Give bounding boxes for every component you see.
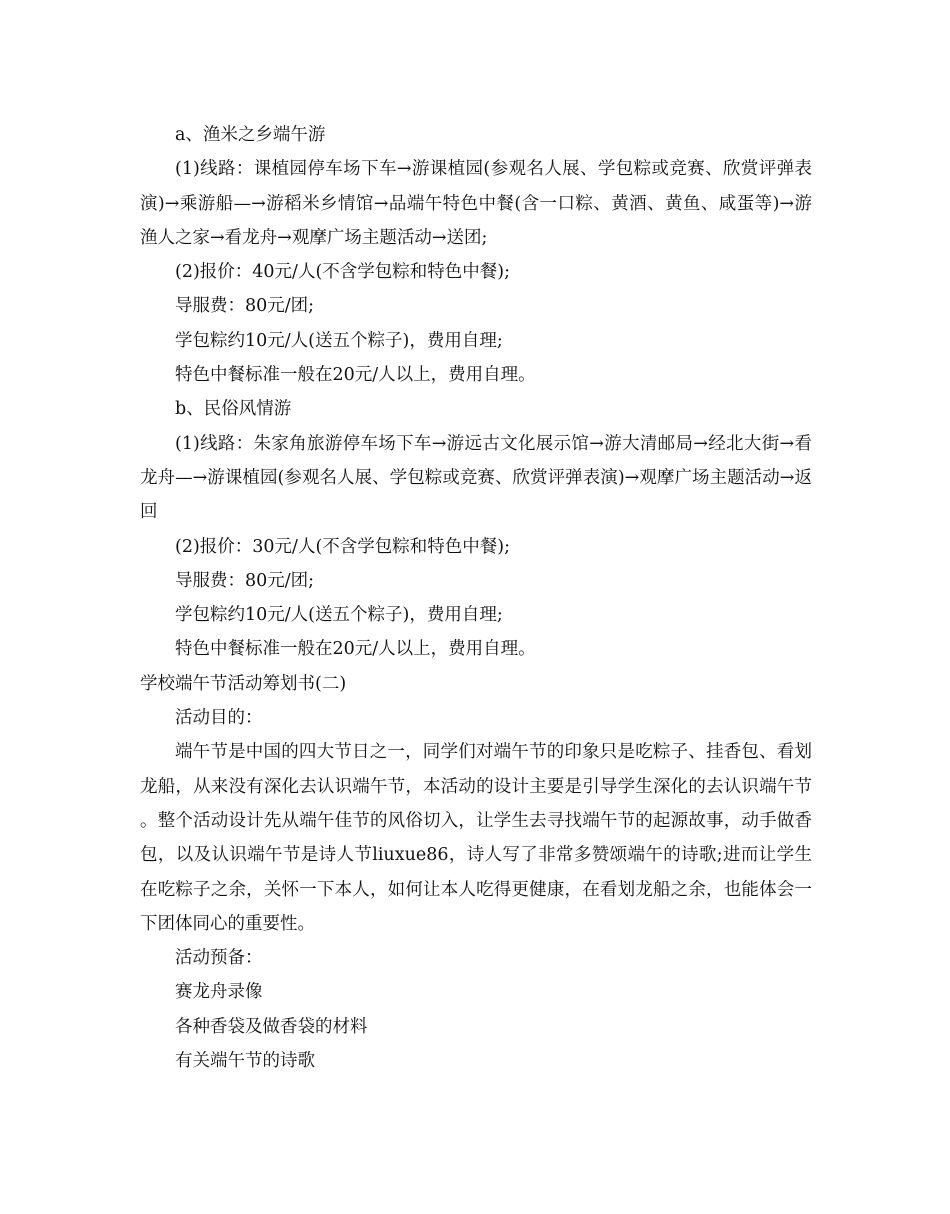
preparation-heading: 活动预备：: [175, 948, 263, 969]
meal-fee-a-paragraph: 特色中餐标准一般在20元/人以上，费用自理。: [175, 365, 536, 386]
document-body: [140, 118, 812, 1078]
purpose-heading: 活动目的：: [175, 708, 263, 729]
price-b-paragraph: (2)报价：30元/人(不含学包粽和特色中餐);: [175, 536, 511, 557]
guide-fee-b-paragraph: 导服费：80元/团;: [175, 570, 315, 591]
preparation-item-1: 赛龙舟录像: [175, 982, 263, 1003]
price-a-paragraph: (2)报价：40元/人(不含学包粽和特色中餐);: [175, 262, 511, 283]
zongzi-fee-a-paragraph: 学包粽约10元/人(送五个粽子)，费用自理;: [175, 330, 503, 351]
meal-fee-b-paragraph: 特色中餐标准一般在20元/人以上，费用自理。: [175, 639, 536, 660]
zongzi-fee-b-paragraph: 学包粽约10元/人(送五个粽子)，费用自理;: [175, 605, 503, 626]
document-title-part-two: 学校端午节活动筹划书(二): [140, 673, 347, 694]
preparation-item-2: 各种香袋及做香袋的材料: [175, 1016, 368, 1037]
purpose-paragraph: 端午节是中国的四大节日之一，同学们对端午节的印象只是吃粽子、挂香包、看划龙船，从来没有深化去认识端午节，本活动的设计主要是引导学生深化的去认识端午节。整个活动设计先从端午佳节的风俗切入，让学生去寻找端午节的起源故事，动手做香包，以及认识端午节是诗人节liuxue86，诗人写了非常多赞颂端午的诗歌;进而让学生在吃粽子之余，关怀一下本人，如何让本人吃得更健康，在看划龙船之余，也能体会一下团体同心的重要性。: [140, 742, 812, 934]
guide-fee-a-paragraph: 导服费：80元/团;: [175, 296, 315, 317]
preparation-item-3: 有关端午节的诗歌: [175, 1051, 315, 1072]
section-heading-a: a、渔米之乡端午游: [175, 125, 326, 145]
section-heading-b: b、民俗风情游: [175, 399, 292, 420]
route-b-paragraph: (1)线路：朱家角旅游停车场下车→游远古文化展示馆→游大清邮局→经北大街→看龙舟—→游课植园(参观名人展、学包粽或竞赛、欣赏评弹表演)→观摩广场主题活动→返回: [140, 433, 812, 523]
route-a-paragraph: (1)线路：课植园停车场下车→游课植园(参观名人展、学包粽或竞赛、欣赏评弹表演)→乘游船—→游稻米乡情馆→品端午特色中餐(含一口粽、黄酒、黄鱼、咸蛋等)→游渔人之家→看龙舟→观摩广场主题活动→送团;: [140, 159, 812, 248]
